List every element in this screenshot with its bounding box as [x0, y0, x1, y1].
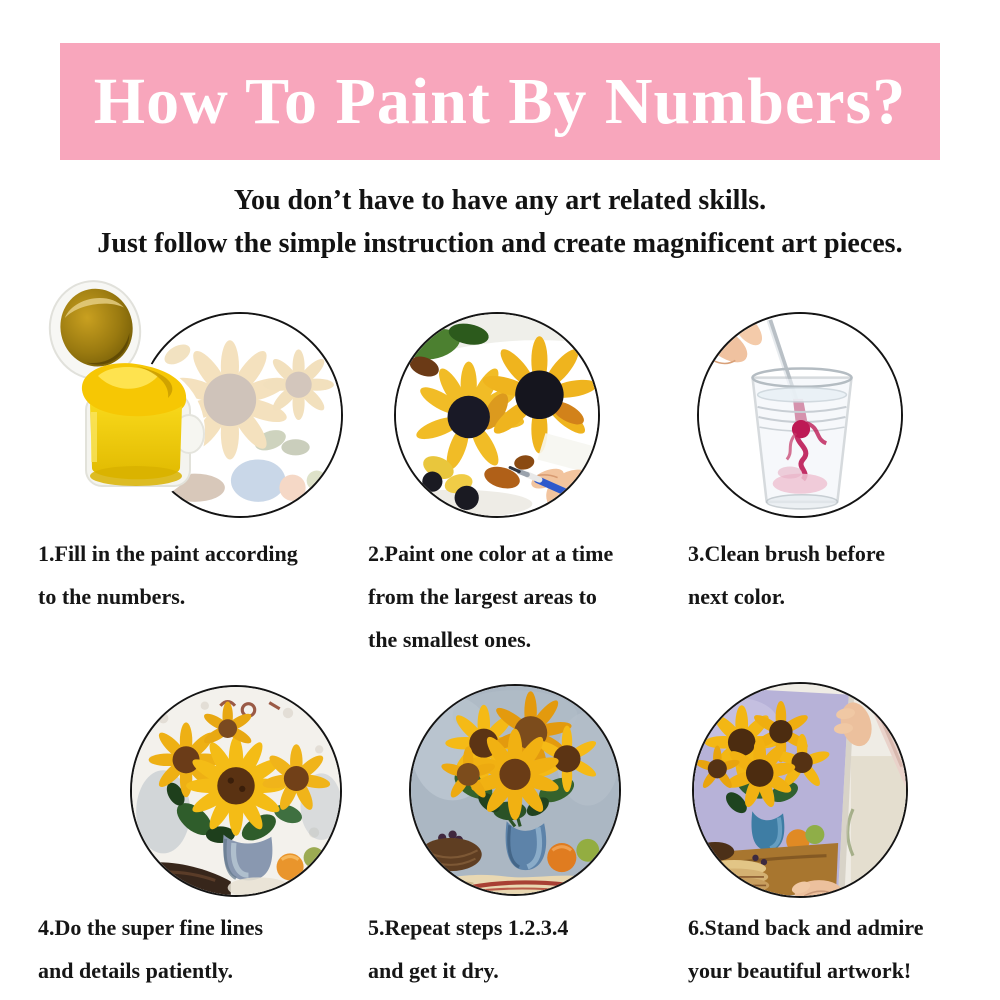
step-1-caption — [38, 532, 298, 618]
step-2-caption-line-2: from the largest areas to — [368, 584, 597, 609]
step-2-caption — [368, 532, 613, 661]
step-4-caption — [38, 906, 263, 992]
step-3-caption-line-1: 3.Clean brush before — [688, 541, 885, 566]
intro-line-1: You don’t have to have any art related skills. — [233, 185, 767, 216]
painting-closeup-art — [396, 314, 598, 516]
step-6-caption — [688, 906, 924, 992]
step-4-caption-line-2: and details patiently. — [38, 958, 233, 983]
page-title: How To Paint By Numbers? — [93, 64, 907, 138]
step-5-photo — [409, 684, 621, 896]
step-6-caption-line-1: 6.Stand back and admire — [688, 915, 924, 940]
header-banner — [60, 43, 940, 160]
sunflower-detail-art — [132, 687, 340, 895]
intro-line-2: Just follow the simple instruction and create magnificent art pieces. — [97, 228, 903, 259]
holding-artwork-art — [694, 684, 906, 896]
step-4-photo — [130, 685, 342, 897]
step-1-caption-line-2: to the numbers. — [38, 584, 186, 609]
step-3-caption-line-2: next color. — [688, 584, 785, 609]
step-2-caption-line-1: 2.Paint one color at a time — [368, 541, 614, 566]
step-3-caption — [688, 532, 885, 618]
step-1-paint-pots — [40, 272, 210, 507]
step-5-caption-line-2: and get it dry. — [368, 958, 499, 983]
step-2-photo — [394, 312, 600, 518]
step-5-caption — [368, 906, 568, 992]
step-3-photo — [697, 312, 903, 518]
finished-still-life-art — [411, 686, 619, 894]
step-6-caption-line-2: your beautiful artwork! — [688, 958, 912, 983]
step-6-photo — [692, 682, 908, 898]
step-2-caption-line-3: the smallest ones. — [368, 627, 532, 652]
paint-pots-icon — [40, 272, 210, 507]
step-5-caption-line-1: 5.Repeat steps 1.2.3.4 — [368, 915, 569, 940]
brush-cleaning-art — [699, 314, 901, 516]
step-1-caption-line-1: 1.Fill in the paint according — [38, 541, 298, 566]
step-4-caption-line-1: 4.Do the super fine lines — [38, 915, 264, 940]
